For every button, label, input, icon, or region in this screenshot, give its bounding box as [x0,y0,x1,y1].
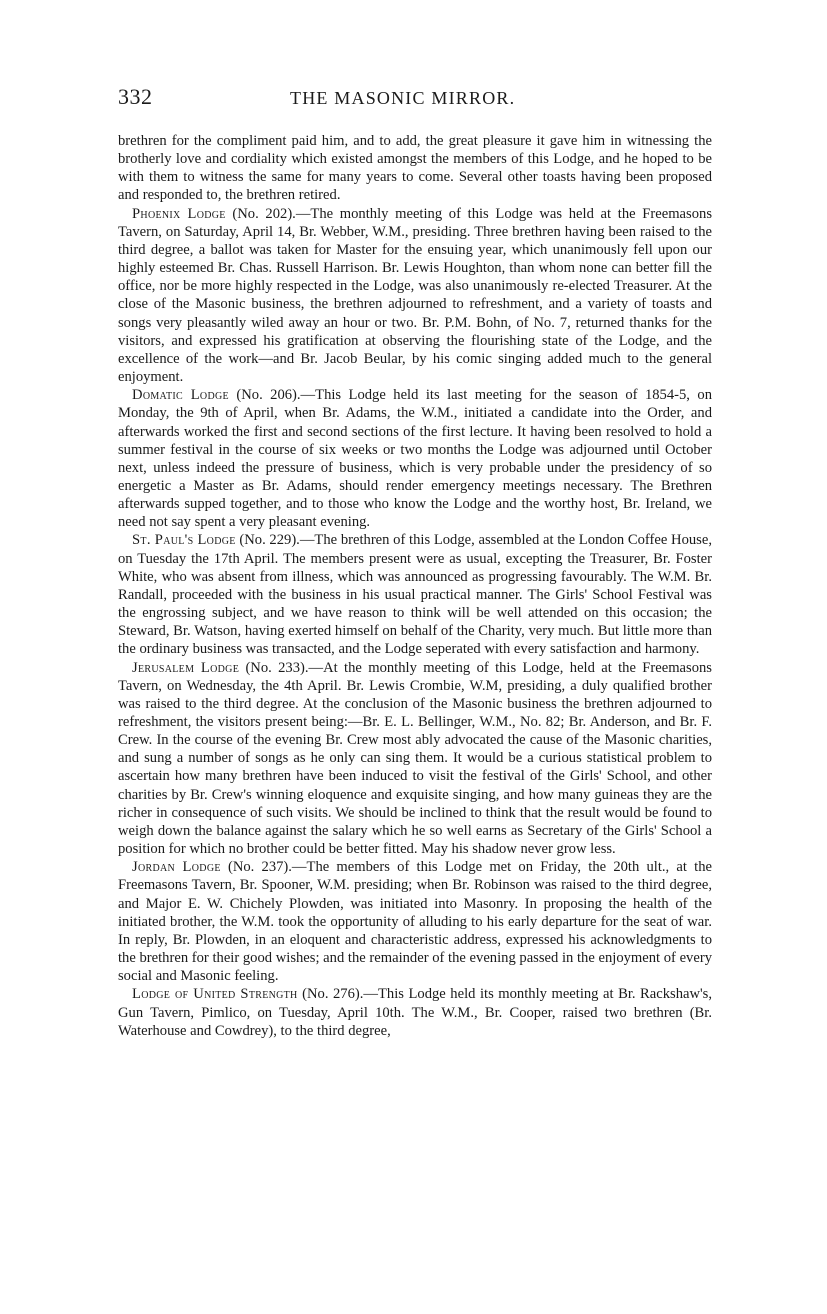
paragraph-jordan-lodge [118,858,712,985]
paragraph-continuation [118,132,712,205]
running-title: THE MASONIC MIRROR. [290,88,516,108]
lodge-name: Lodge of United Strength [132,986,298,1003]
paragraph-text: (No. 202).—The monthly meeting of this Lodge was held at the Freemasons Tavern, on Saturday, April 14, Br. Webber, W.M., presiding. Three brethren having been raised to the third degree, a ballot was taken for Master for the ensuing year, which unanimously fell upon our highly esteemed Br. Chas. Russell Harrison. Br. Lewis Houghton, than whom none can better fill the office, nor be more highly respected in the Lodge, was also unanimously re-elected Treasurer. At the close of the Masonic business, the brethren adjourned to refreshment, and a variety of toasts and songs very pleasantly wiled away an hour or two. Br. P.M. Bohn, of No. 7, returned thanks for the visitors, and expressed his gratification at observing the flourishing state of the Lodge, and the excellence of the work—and Br. Jacob Beular, by his comic singing added much to the general enjoyment. [118,205,712,386]
paragraph-text: brethren for the compliment paid him, and to add, the great pleasure it gave him in witnessing the brotherly love and cordiality which existed amongst the members of this Lodge, and he hoped to be with them to witness the same for many years to come. Several other toasts having been proposed and responded to, the brethren retired. [118,133,712,204]
paragraph-text: (No. 233).—At the monthly meeting of this Lodge, held at the Freemasons Tavern, on Wednesday, the 4th April. Br. Lewis Crombie, W.M, presiding, a duly qualified brother was raised to the third degree. At the conclusion of the Masonic business the brethren adjourned to refreshment, the visitors present being:—Br. E. L. Bellinger, W.M., No. 82; Br. Anderson, and Br. F. Crew. In the course of the evening Br. Crew most ably advocated the cause of the Masonic charities, and sung a number of songs as he only can sing them. It would be a curious statistical problem to ascertain how many brethren have been induced to visit the festival of the Girls' School, and other charities by Br. Crew's winning eloquence and exquisite singing, and how many guineas they are the richer in consequence of such visits. We should be inclined to think that the result would be found to weigh down the balance against the salary which he so well earns as Secretary of the Girls' School a position for which no brother could be better fitted. May his shadow never grow less. [118,659,712,858]
paragraph-st-pauls-lodge [118,531,712,658]
lodge-name: Domatic Lodge [132,387,229,404]
page-header [118,84,712,116]
lodge-name: Jerusalem Lodge [132,659,240,676]
paragraph-phoenix-lodge [118,205,712,387]
page [118,84,712,1040]
paragraph-jerusalem-lodge [118,659,712,859]
paragraph-text: (No. 229).—The brethren of this Lodge, assembled at the London Coffee House, on Tuesday the 17th April. The members present were as usual, excepting the Treasurer, Br. Foster White, who was absent from illness, which was announced as progressing favourably. The W.M. Br. Randall, proceeded with the business in his usual practical manner. The Girls' School Festival was the engrossing subject, and we have reason to think will be well attended on this occasion; the Steward, Br. Watson, having exerted himself on behalf of the Charity, very much. But little more than the ordinary business was transacted, and the Lodge seperated with every satisfaction and harmony. [118,532,712,658]
lodge-name: Phoenix Lodge [132,205,226,222]
lodge-name: Jordan Lodge [132,859,221,876]
paragraph-text: (No. 237).—The members of this Lodge met on Friday, the 20th ult., at the Freemasons Tavern, Br. Spooner, W.M. presiding; when Br. Robinson was raised to the third degree, and Major E. W. Chichely Plowden, was initiated into Masonry. In proposing the health of the initiated brother, the W.M. took the opportunity of alluding to his early departure for the seat of war. In reply, Br. Plowden, in an eloquent and characteristic address, expressed his acknowledgments to the brethren for their good wishes; and the remainder of the evening passed in the enjoyment of every social and Masonic feeling. [118,859,712,985]
article-body [118,132,712,1040]
paragraph-text: (No. 206).—This Lodge held its last meeting for the season of 1854-5, on Monday, the 9th of April, when Br. Adams, the W.M., initiated a candidate into the Order, and afterwards worked the first and second sections of the first lecture. It having been resolved to hold a summer festival in the course of six weeks or two months the Lodge was adjourned until October next, unless indeed the pressure of business, which is very probable under the presidency of so energetic a Master as Br. Adams, should render emergency meetings necessary. The Brethren afterwards supped together, and to those who know the Lodge and the worthy host, Br. Ireland, we need not say spent a very pleasant evening. [118,387,712,531]
paragraph-united-strength-lodge [118,985,712,1039]
paragraph-domatic-lodge [118,386,712,531]
paragraph-text: (No. 276).—This Lodge held its monthly meeting at Br. Rackshaw's, Gun Tavern, Pimlico, on Tuesday, April 10th. The W.M., Br. Cooper, raised two brethren (Br. Waterhouse and Cowdrey), to the third degree, [118,986,712,1039]
lodge-name: St. Paul's Lodge [132,532,236,549]
page-number: 332 [118,84,153,109]
